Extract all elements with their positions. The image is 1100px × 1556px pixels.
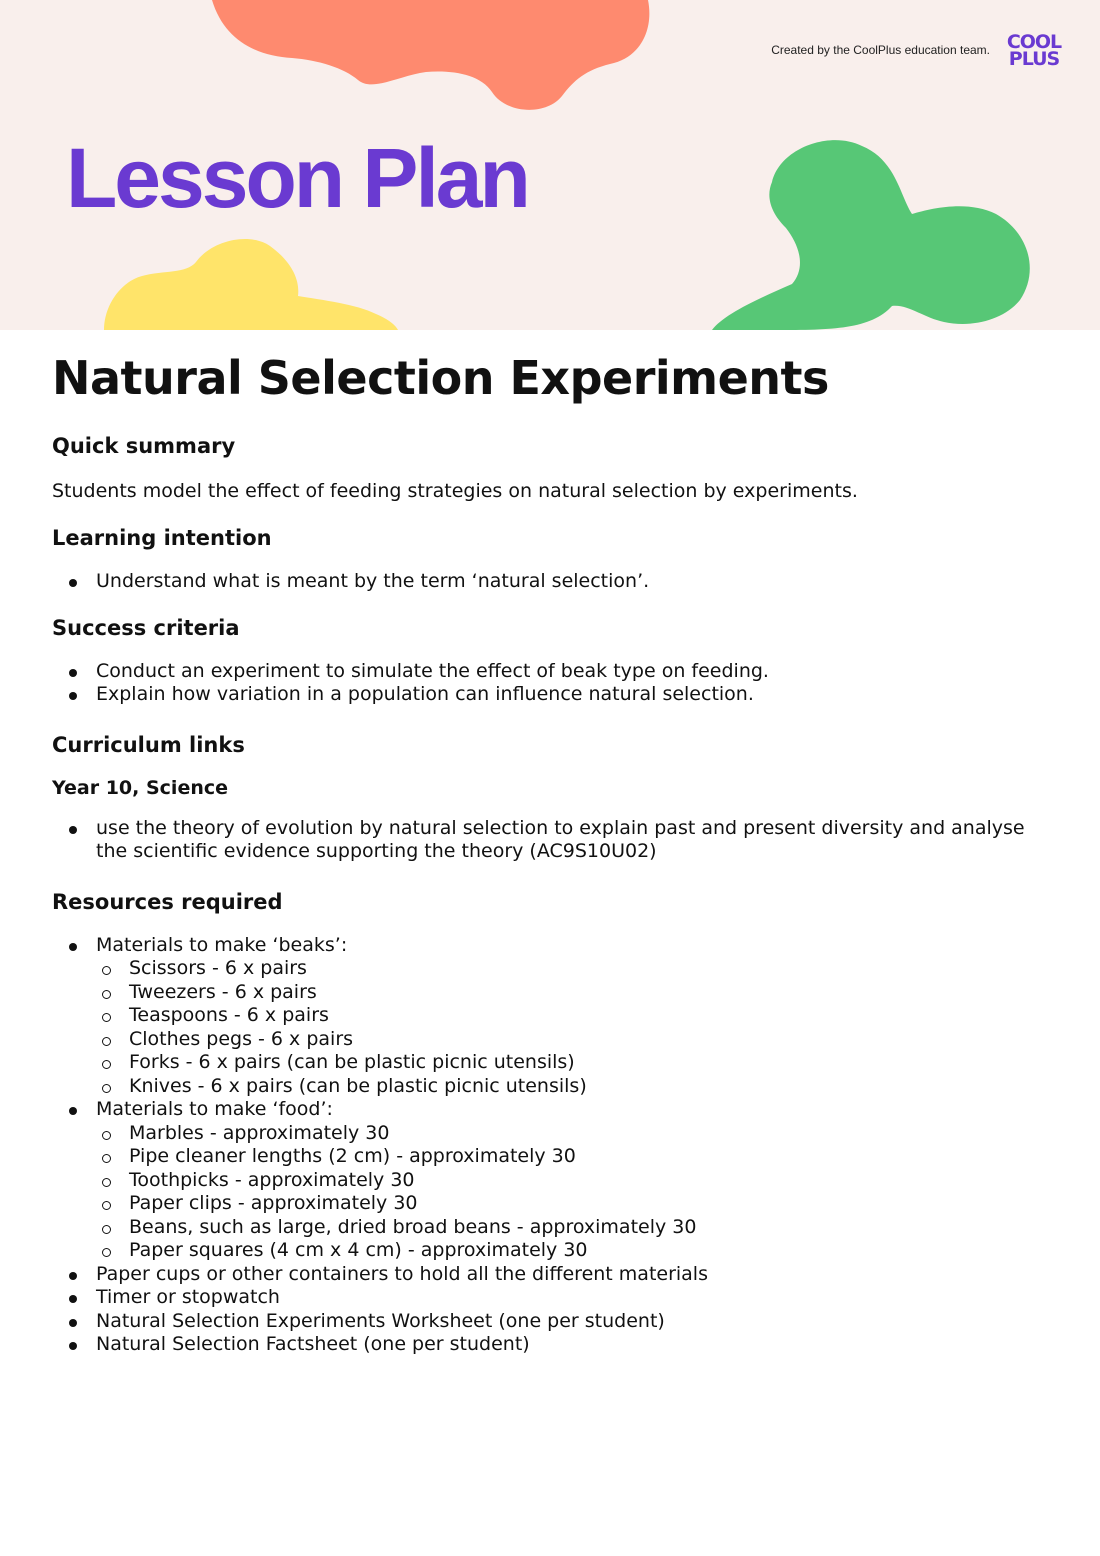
circle-bullet-icon bbox=[102, 990, 111, 999]
bullet-icon bbox=[69, 943, 77, 951]
logo-line-1: COOL bbox=[1006, 31, 1062, 53]
section-heading: Success criteria bbox=[52, 615, 240, 640]
success-criteria-section bbox=[52, 614, 1052, 707]
bullet-icon bbox=[69, 1342, 77, 1350]
credit-text: Created by the CoolPlus education team. bbox=[771, 43, 990, 57]
coral-blob bbox=[212, 0, 649, 110]
sublist-item: Paper squares (4 cm x 4 cm) - approximately 30 bbox=[96, 1239, 1052, 1263]
circle-bullet-icon bbox=[102, 1037, 111, 1046]
list-item: Natural Selection Experiments Worksheet (one per student) bbox=[52, 1310, 1052, 1334]
circle-bullet-icon bbox=[102, 1201, 111, 1210]
circle-bullet-icon bbox=[102, 1013, 111, 1022]
list-item: Paper cups or other containers to hold all the different materials bbox=[52, 1263, 1052, 1287]
sublist-item: Beans, such as large, dried broad beans - approximately 30 bbox=[96, 1216, 1052, 1240]
circle-bullet-icon bbox=[102, 1178, 111, 1187]
list-item: Timer or stopwatch bbox=[52, 1286, 1052, 1310]
circle-bullet-icon bbox=[102, 1154, 111, 1163]
sublist-item: Toothpicks - approximately 30 bbox=[96, 1169, 1052, 1193]
food-sublist bbox=[96, 1122, 1052, 1263]
success-criteria-list bbox=[52, 660, 1052, 707]
circle-bullet-icon bbox=[102, 1060, 111, 1069]
bullet-icon bbox=[69, 1272, 77, 1280]
learning-intention-section bbox=[52, 524, 1052, 594]
list-item: use the theory of evolution by natural selection to explain past and present diversity and analyse the scientific evidence supporting the theory (AC9S10U02) bbox=[52, 817, 1052, 864]
header-banner bbox=[0, 0, 1100, 330]
sublist-item: Scissors - 6 x pairs bbox=[96, 957, 1052, 981]
document-title: Natural Selection Experiments bbox=[52, 351, 829, 405]
resources-section bbox=[52, 888, 1052, 1357]
circle-bullet-icon bbox=[102, 1084, 111, 1093]
sublist-item: Clothes pegs - 6 x pairs bbox=[96, 1028, 1052, 1052]
sublist-item: Knives - 6 x pairs (can be plastic picnic utensils) bbox=[96, 1075, 1052, 1099]
list-item: Natural Selection Factsheet (one per student) bbox=[52, 1333, 1052, 1357]
list-item: Materials to make ‘beaks’: Scissors - 6 x pairs Tweezers - 6 x pairs Teaspoons - 6 x pairs Clothes pegs - 6 x pairs Forks - 6 x pairs (can be plastic picnic utensils) Knives - 6 x pairs (can be plastic picnic utensils) bbox=[52, 934, 1052, 1099]
sublist-item: Forks - 6 x pairs (can be plastic picnic utensils) bbox=[96, 1051, 1052, 1075]
curriculum-list bbox=[52, 817, 1052, 864]
summary-text: Students model the effect of feeding strategies on natural selection by experiments. bbox=[52, 480, 858, 502]
sublist-item: Pipe cleaner lengths (2 cm) - approximately 30 bbox=[96, 1145, 1052, 1169]
lesson-plan-title: Lesson Plan bbox=[66, 131, 528, 225]
bullet-icon bbox=[69, 826, 77, 834]
resources-list bbox=[52, 934, 1052, 1357]
circle-bullet-icon bbox=[102, 1225, 111, 1234]
curriculum-links-section bbox=[52, 731, 1052, 864]
bullet-icon bbox=[69, 579, 77, 587]
logo-line-2: PLUS bbox=[1008, 48, 1060, 70]
section-heading: Resources required bbox=[52, 889, 283, 914]
bullet-icon bbox=[69, 669, 77, 677]
yellow-blob bbox=[104, 239, 398, 330]
list-item: Conduct an experiment to simulate the effect of beak type on feeding. bbox=[52, 660, 1052, 684]
learning-intention-list bbox=[52, 570, 1052, 594]
list-item: Understand what is meant by the term ‘natural selection’. bbox=[52, 570, 1052, 594]
bullet-icon bbox=[69, 1107, 77, 1115]
curriculum-subheading: Year 10, Science bbox=[52, 776, 229, 799]
sublist-item: Paper clips - approximately 30 bbox=[96, 1192, 1052, 1216]
sublist-item: Tweezers - 6 x pairs bbox=[96, 981, 1052, 1005]
sublist-item: Teaspoons - 6 x pairs bbox=[96, 1004, 1052, 1028]
section-heading: Curriculum links bbox=[52, 732, 245, 757]
bullet-icon bbox=[69, 1295, 77, 1303]
coolplus-logo bbox=[1002, 31, 1066, 70]
sublist-item: Marbles - approximately 30 bbox=[96, 1122, 1052, 1146]
beaks-sublist bbox=[96, 957, 1052, 1098]
green-blob bbox=[712, 140, 1030, 330]
list-item: Explain how variation in a population can influence natural selection. bbox=[52, 683, 1052, 707]
quick-summary-section bbox=[52, 432, 1052, 504]
circle-bullet-icon bbox=[102, 1248, 111, 1257]
bullet-icon bbox=[69, 1319, 77, 1327]
section-heading: Quick summary bbox=[52, 434, 236, 458]
lesson-content bbox=[52, 348, 1052, 1357]
list-item: Materials to make ‘food’: Marbles - approximately 30 Pipe cleaner lengths (2 cm) - approximately 30 Toothpicks - approximately 30 Paper clips - approximately 30 Beans, such as large, dried broad beans - approximately 30 Paper squares (4 cm x 4 cm) - approximately 30 bbox=[52, 1098, 1052, 1263]
circle-bullet-icon bbox=[102, 966, 111, 975]
circle-bullet-icon bbox=[102, 1131, 111, 1140]
bullet-icon bbox=[69, 692, 77, 700]
section-heading: Learning intention bbox=[52, 526, 272, 550]
